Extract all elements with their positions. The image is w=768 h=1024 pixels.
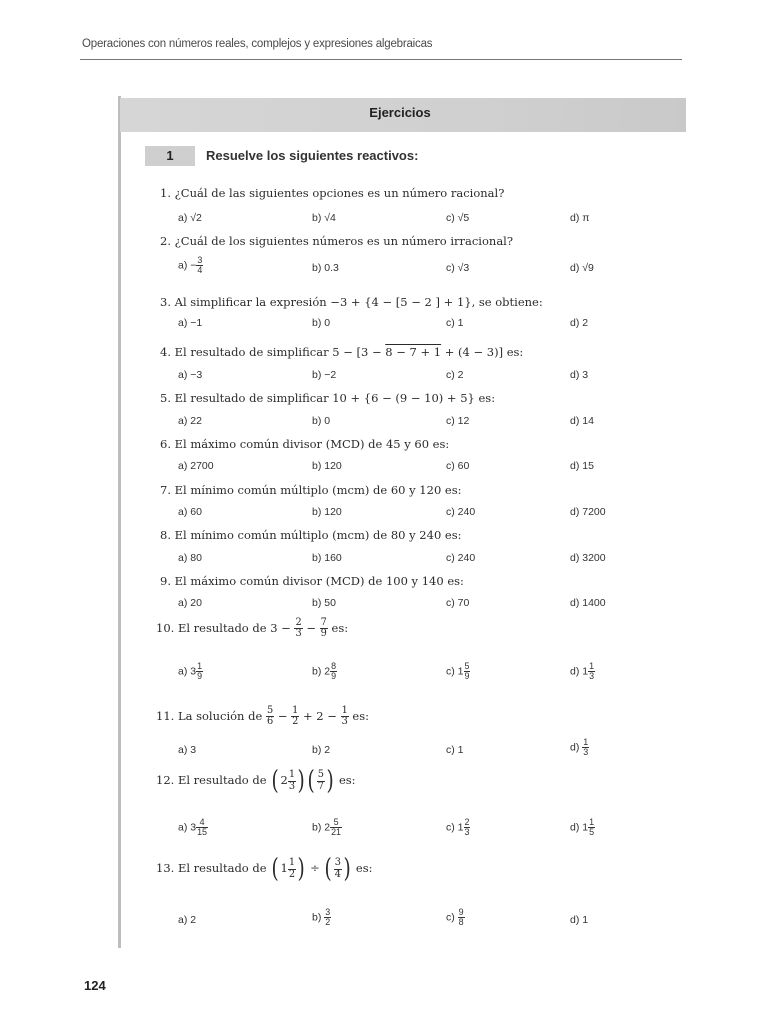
header-rule <box>80 59 682 60</box>
question-number: 9. <box>160 574 171 588</box>
question-text: El máximo común divisor (MCD) de 100 y 140 es: <box>174 574 464 588</box>
option-d: d) 1 $\frac{1}{5}$ <box>570 817 595 838</box>
page-number: 124 <box>84 978 106 993</box>
option-d: d) 14 <box>570 415 594 427</box>
question-stem <box>160 574 464 588</box>
question-stem <box>156 706 369 728</box>
option-c: c) 1 $\frac{5}{9}$ <box>446 661 470 682</box>
question-text: Al simplificar la expresión −3 + {4 − [5 − 2 ] + 1}, se obtiene: <box>174 295 543 309</box>
option-b: b) 120 <box>312 460 342 472</box>
fraction: $\frac{9}{8}$ <box>458 907 464 928</box>
fraction: $\frac{1}{9}$ <box>197 661 203 682</box>
question-number: 6. <box>160 437 171 451</box>
question-text: El mínimo común múltiplo (mcm) de 60 y 120 es: <box>174 483 462 497</box>
option-a: a) 20 <box>178 597 202 609</box>
option-c: c) 12 <box>446 415 470 427</box>
fraction: $\frac{3}{2}$ <box>325 907 331 928</box>
option-c: c) 60 <box>446 460 470 472</box>
option-a: a) √2 <box>178 212 202 224</box>
question-number: 10. <box>156 620 175 635</box>
question-stem <box>160 391 495 405</box>
option-a: a) −1 <box>178 317 203 329</box>
question-text: El resultado de 3 − $\frac{2}{3}$ − $\frac{7}{9}$ es: <box>177 617 349 640</box>
fraction: $\frac{5}{6}$ <box>266 705 274 728</box>
fraction: $\frac{5}{7}$ <box>317 769 324 792</box>
option-a: a) 60 <box>178 506 202 518</box>
option-a: a) 3 $\frac{1}{9}$ <box>178 661 203 682</box>
question-stem <box>160 483 462 497</box>
exercise-instruction: Resuelve los siguientes reactivos: <box>206 148 419 163</box>
question-text: El resultado de simplificar 5 − [3 − 8 − 7 + 1 + (4 − 3)] es: <box>174 345 524 359</box>
fraction: $\frac{1}{2}$ <box>288 857 296 880</box>
option-a: a) 80 <box>178 552 202 564</box>
running-header: Operaciones con números reales, complejos y expresiones algebraicas <box>82 38 433 50</box>
option-d: d) √9 <box>570 262 594 274</box>
fraction: $\frac{1}{2}$ <box>292 705 299 728</box>
question-text: El resultado de ( 2 $\frac{1}{3}$ ) ( $\frac{5}{7}$ ) es: <box>177 765 356 796</box>
option-a: a) 3 $\frac{4}{15}$ <box>178 817 208 838</box>
question-number: 1. <box>160 186 171 200</box>
option-b: b) 2 $\frac{8}{9}$ <box>312 661 337 682</box>
fraction: $\frac{8}{9}$ <box>331 661 337 682</box>
question-number: 3. <box>160 295 171 309</box>
option-b: b) 0 <box>312 415 331 427</box>
fraction: $\frac{1}{3}$ <box>341 705 348 728</box>
question-number: 8. <box>160 528 171 542</box>
question-stem <box>156 765 356 796</box>
fraction: $\frac{2}{3}$ <box>464 817 470 838</box>
option-a: a) − $\frac{3}{4}$ <box>178 255 203 276</box>
option-d: d) 1 $\frac{1}{3}$ <box>570 661 595 682</box>
option-c: c) 240 <box>446 506 476 518</box>
option-b: b) 120 <box>312 506 342 518</box>
option-a: a) 2700 <box>178 460 214 472</box>
option-c: c) 1 <box>446 744 464 756</box>
fraction: $\frac{4}{15}$ <box>197 817 208 838</box>
option-c: c) 70 <box>446 597 470 609</box>
exercise-number-box: 1 <box>145 146 195 166</box>
option-a: a) 2 <box>178 914 197 926</box>
question-text: El resultado de ( 1 $\frac{1}{2}$ ) ÷ ( $\frac{3}{4}$ ) es: <box>177 853 373 884</box>
option-b: b) $\frac{3}{2}$ <box>312 907 331 928</box>
option-b: b) 2 <box>312 744 331 756</box>
left-margin-rule <box>118 96 121 948</box>
option-c: c) 1 <box>446 317 464 329</box>
option-c: c) $\frac{9}{8}$ <box>446 907 464 928</box>
option-a: a) 22 <box>178 415 202 427</box>
option-d: d) 15 <box>570 460 594 472</box>
option-b: b) 0 <box>312 317 331 329</box>
option-d: d) 1400 <box>570 597 606 609</box>
question-stem <box>160 186 504 200</box>
question-number: 4. <box>160 345 171 359</box>
option-d: d) 2 <box>570 317 589 329</box>
question-text: El máximo común divisor (MCD) de 45 y 60 es: <box>174 437 450 451</box>
question-stem <box>160 437 449 451</box>
option-b: b) 50 <box>312 597 336 609</box>
fraction: $\frac{3}{4}$ <box>197 255 203 276</box>
fraction: $\frac{3}{4}$ <box>334 857 341 880</box>
question-stem <box>156 853 373 884</box>
question-stem <box>160 295 543 309</box>
question-text: ¿Cuál de los siguientes números es un número irracional? <box>174 234 514 248</box>
question-text: El mínimo común múltiplo (mcm) de 80 y 240 es: <box>174 528 462 542</box>
question-number: 13. <box>156 861 175 876</box>
question-text: La solución de $\frac{5}{6}$ − $\frac{1}{2}$ + 2 − $\frac{1}{3}$ es: <box>177 705 370 728</box>
option-b: b) 0.3 <box>312 262 339 274</box>
fraction: $\frac{1}{3}$ <box>589 661 595 682</box>
option-d: d) π <box>570 212 590 224</box>
question-number: 12. <box>156 773 175 788</box>
option-a: a) −3 <box>178 369 203 381</box>
fraction: $\frac{5}{9}$ <box>464 661 470 682</box>
option-c: c) √3 <box>446 262 470 274</box>
option-d: d) 3200 <box>570 552 606 564</box>
section-title: Ejercicios <box>369 105 431 120</box>
option-d: d) $\frac{1}{3}$ <box>570 737 589 758</box>
fraction: $\frac{7}{9}$ <box>320 617 327 640</box>
option-a: a) 3 <box>178 744 197 756</box>
question-stem <box>156 618 348 640</box>
question-number: 7. <box>160 483 171 497</box>
fraction: $\frac{1}{3}$ <box>583 737 589 758</box>
question-stem <box>160 345 523 359</box>
question-stem <box>160 234 513 248</box>
option-d: d) 7200 <box>570 506 606 518</box>
question-stem <box>160 528 462 542</box>
fraction: $\frac{5}{21}$ <box>331 817 342 838</box>
option-c: c) √5 <box>446 212 470 224</box>
option-b: b) 2 $\frac{5}{21}$ <box>312 817 342 838</box>
question-text: ¿Cuál de las siguientes opciones es un número racional? <box>174 186 505 200</box>
question-number: 5. <box>160 391 171 405</box>
fraction: $\frac{1}{3}$ <box>288 769 296 792</box>
question-number: 2. <box>160 234 171 248</box>
fraction: $\frac{2}{3}$ <box>295 617 302 640</box>
question-number: 11. <box>156 708 175 723</box>
fraction: $\frac{1}{5}$ <box>589 817 595 838</box>
option-d: d) 1 <box>570 914 589 926</box>
option-d: d) 3 <box>570 369 589 381</box>
section-banner <box>120 98 686 132</box>
question-text: El resultado de simplificar 10 + {6 − (9 − 10) + 5} es: <box>174 391 496 405</box>
option-c: c) 1 $\frac{2}{3}$ <box>446 817 470 838</box>
option-b: b) 160 <box>312 552 342 564</box>
option-c: c) 240 <box>446 552 476 564</box>
option-b: b) √4 <box>312 212 336 224</box>
option-b: b) −2 <box>312 369 337 381</box>
option-c: c) 2 <box>446 369 464 381</box>
